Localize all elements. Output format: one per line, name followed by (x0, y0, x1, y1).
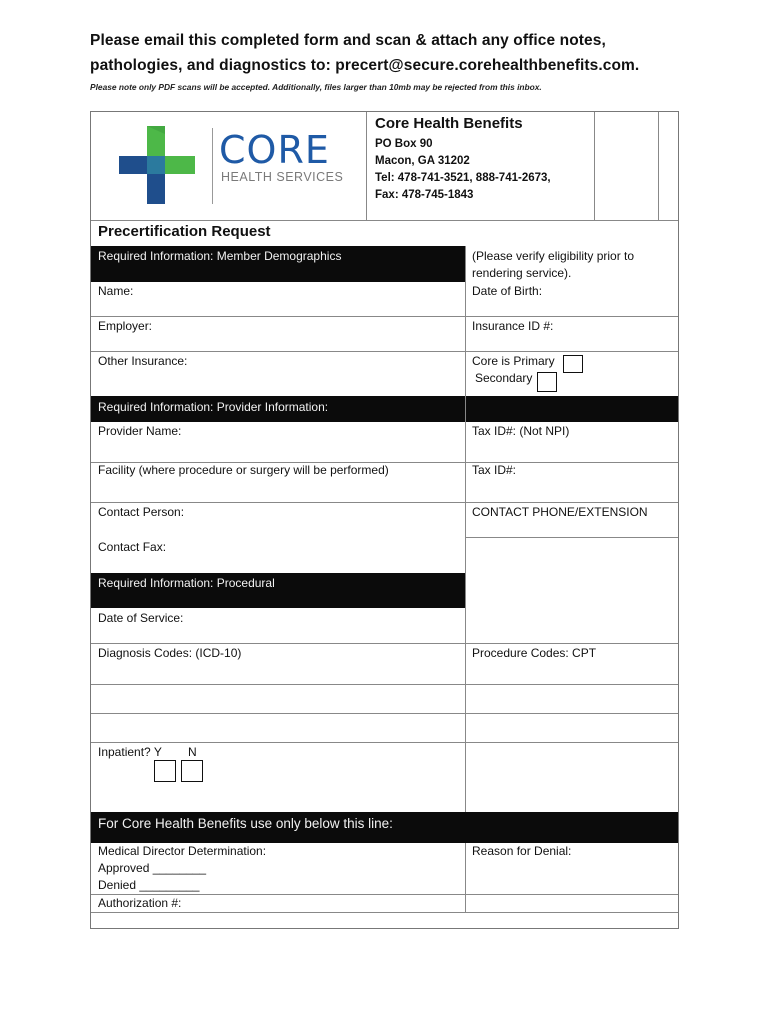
procedure-codes-label: Procedure Codes: CPT (472, 646, 597, 660)
pdf-note: Please note only PDF scans will be accepted. Additionally, files larger than 10mb may be rejected from this inbox. (90, 82, 542, 92)
denied-label: Denied _________ (98, 878, 200, 892)
provider-section-bar-right (466, 396, 678, 422)
secondary-checkbox[interactable] (537, 372, 557, 392)
other-insurance-label: Other Insurance: (98, 354, 188, 368)
instruction-line-2: pathologies, and diagnostics to: precert@secure.corehealthbenefits.com. (90, 57, 640, 74)
reason-for-denial-label: Reason for Denial: (472, 844, 572, 858)
facility-label: Facility (where procedure or surgery will be performed) (98, 463, 389, 477)
company-name: Core Health Benefits (375, 115, 523, 132)
secondary-label: Secondary (475, 371, 533, 385)
procedural-section-label: Required Information: Procedural (98, 576, 275, 590)
company-address-2: Macon, GA 31202 (375, 155, 470, 167)
inpatient-yes-checkbox[interactable] (154, 760, 176, 782)
primary-checkbox[interactable] (563, 355, 583, 373)
precert-form (90, 111, 679, 929)
member-section-note: (Please verify eligibility prior to rendering service). (472, 249, 635, 280)
contact-phone-label: CONTACT PHONE/EXTENSION (472, 505, 648, 519)
core-primary-label: Core is Primary (472, 354, 555, 368)
inpatient-n-label: N (188, 745, 197, 759)
med-director-label: Medical Director Determination: (98, 844, 267, 858)
dob-label: Date of Birth: (472, 284, 543, 298)
name-label: Name: (98, 284, 134, 298)
contact-person-label: Contact Person: (98, 505, 185, 519)
company-fax: Fax: 478-745-1843 (375, 189, 474, 201)
provider-name-label: Provider Name: (98, 424, 182, 438)
inpatient-no-checkbox[interactable] (181, 760, 203, 782)
inpatient-label: Inpatient? Y (98, 745, 162, 759)
instruction-line-1: Please email this completed form and scan & attach any office notes, (90, 32, 606, 49)
logo-divider (212, 128, 213, 204)
tax-id-not-npi-label: Tax ID#: (Not NPI) (472, 424, 570, 438)
logo-health-services-text: HEALTH SERVICES (221, 170, 344, 184)
authorization-label: Authorization #: (98, 896, 182, 910)
cross-logo-icon (119, 126, 199, 204)
insurance-id-label: Insurance ID #: (472, 319, 554, 333)
tax-id-label: Tax ID#: (472, 463, 517, 477)
form-title: Precertification Request (98, 223, 271, 240)
company-tel: Tel: 478-741-3521, 888-741-2673, (375, 172, 551, 184)
internal-section-label: For Core Health Benefits use only below this line: (98, 816, 393, 831)
logo-core-text: CORE (219, 128, 330, 172)
member-section-label: Required Information: Member Demographics (98, 249, 342, 263)
date-of-service-label: Date of Service: (98, 611, 184, 625)
company-address-1: PO Box 90 (375, 138, 433, 150)
provider-section-label: Required Information: Provider Information: (98, 400, 329, 414)
contact-fax-label: Contact Fax: (98, 540, 167, 554)
employer-label: Employer: (98, 319, 153, 333)
approved-label: Approved ________ (98, 861, 207, 875)
diagnosis-codes-label: Diagnosis Codes: (ICD-10) (98, 646, 242, 660)
